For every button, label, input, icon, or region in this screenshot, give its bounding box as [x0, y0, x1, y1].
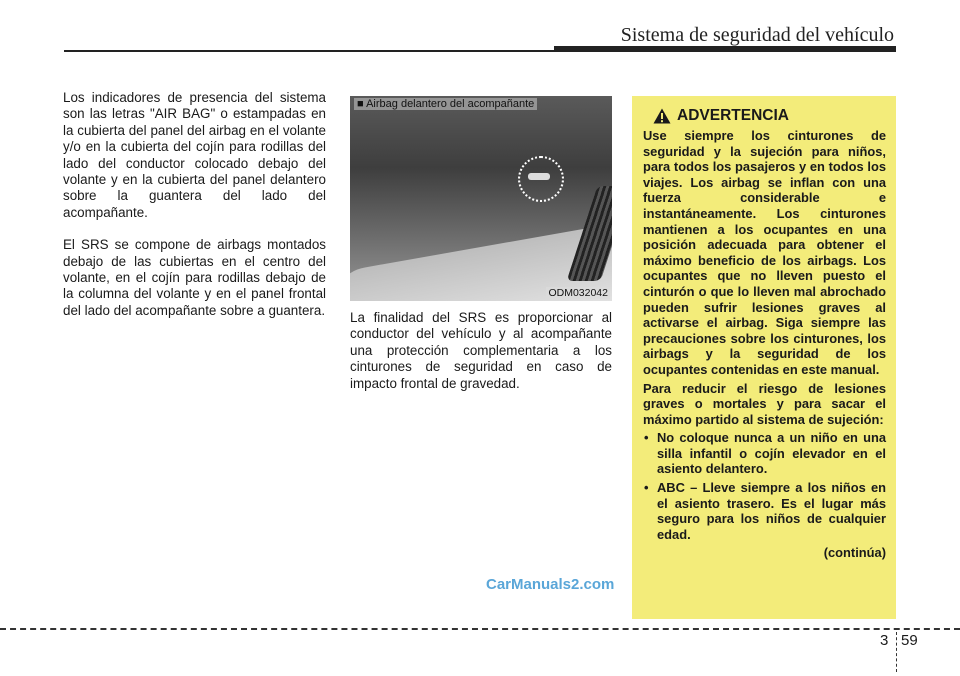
warning-paragraph-2: Para reducir el riesgo de lesiones graves o mortales y para sacar el máximo partido al sistema de sujeción:	[643, 380, 886, 427]
warning-bullet-1: • No coloque nunca a un niño en una silla infantil o cojín elevador en el asiento delantero.	[643, 430, 886, 477]
middle-column	[350, 310, 612, 392]
section-title: Sistema de seguridad del vehículo	[620, 24, 894, 46]
left-column	[63, 90, 326, 335]
warning-triangle-icon	[653, 108, 671, 124]
footer-rule	[0, 628, 960, 630]
watermark: CarManuals2.com	[486, 576, 615, 593]
airbag-figure	[350, 96, 612, 301]
airbag-emblem-icon	[528, 173, 550, 180]
warning-box	[632, 96, 896, 619]
warning-header	[653, 108, 886, 124]
page-number: 59	[901, 632, 918, 649]
continued-label: (continúa)	[823, 545, 886, 561]
header-rule-thin	[64, 50, 554, 52]
middle-paragraph: La finalidad del SRS es proporcionar al conductor del vehículo y al acompañante una protección complementaria a los cinturones de seguridad en caso de impacto frontal de gravedad.	[350, 310, 612, 391]
left-paragraph-1: Los indicadores de presencia del sistema son las letras "AIR BAG" o estampadas en la cubierta del panel del airbag en el volante y/o en la cubierta del cojín para rodillas del lado del conductor colocado debajo del volante y en la cubierta del panel delantero sobre la guantera del lado del acompañante.	[63, 90, 326, 220]
warning-bullet-list	[643, 430, 886, 542]
warning-title: ADVERTENCIA	[677, 107, 789, 125]
warning-paragraph-1: Use siempre los cinturones de seguridad y la sujeción para niños, para todos los pasajeros y en todos los viajes. Los airbag se inflan con una fuerza considerable e instantáneamente. Los cinturones mantienen a los ocupantes en una posición adecuada para obtener el máximo beneficio de los airbags. Los ocupantes que no lleven puesto el cinturón o que lo lleven mal abrochado pueden sufrir lesiones graves al activarse el airbag. Siga siempre las precauciones sobre los cinturones, los airbags y la seguridad de los ocupantes contenidas en este manual.	[643, 128, 886, 377]
chapter-number: 3	[880, 632, 889, 649]
header-rule-thick	[554, 46, 896, 52]
figure-caption: ■ Airbag delantero del acompañante	[354, 98, 537, 110]
page-number-separator	[896, 632, 897, 672]
warning-bullet-2: • ABC – Lleve siempre a los niños en el asiento trasero. Es el lugar más seguro para los niños de cualquier edad.	[643, 480, 886, 542]
left-paragraph-2: El SRS se compone de airbags montados debajo de las cubiertas en el centro del volante, en el cojín para rodillas debajo de la columna del volante y en el panel frontal del lado del acompañante sobre a guantera.	[63, 237, 326, 318]
figure-code: ODM032042	[548, 287, 608, 299]
